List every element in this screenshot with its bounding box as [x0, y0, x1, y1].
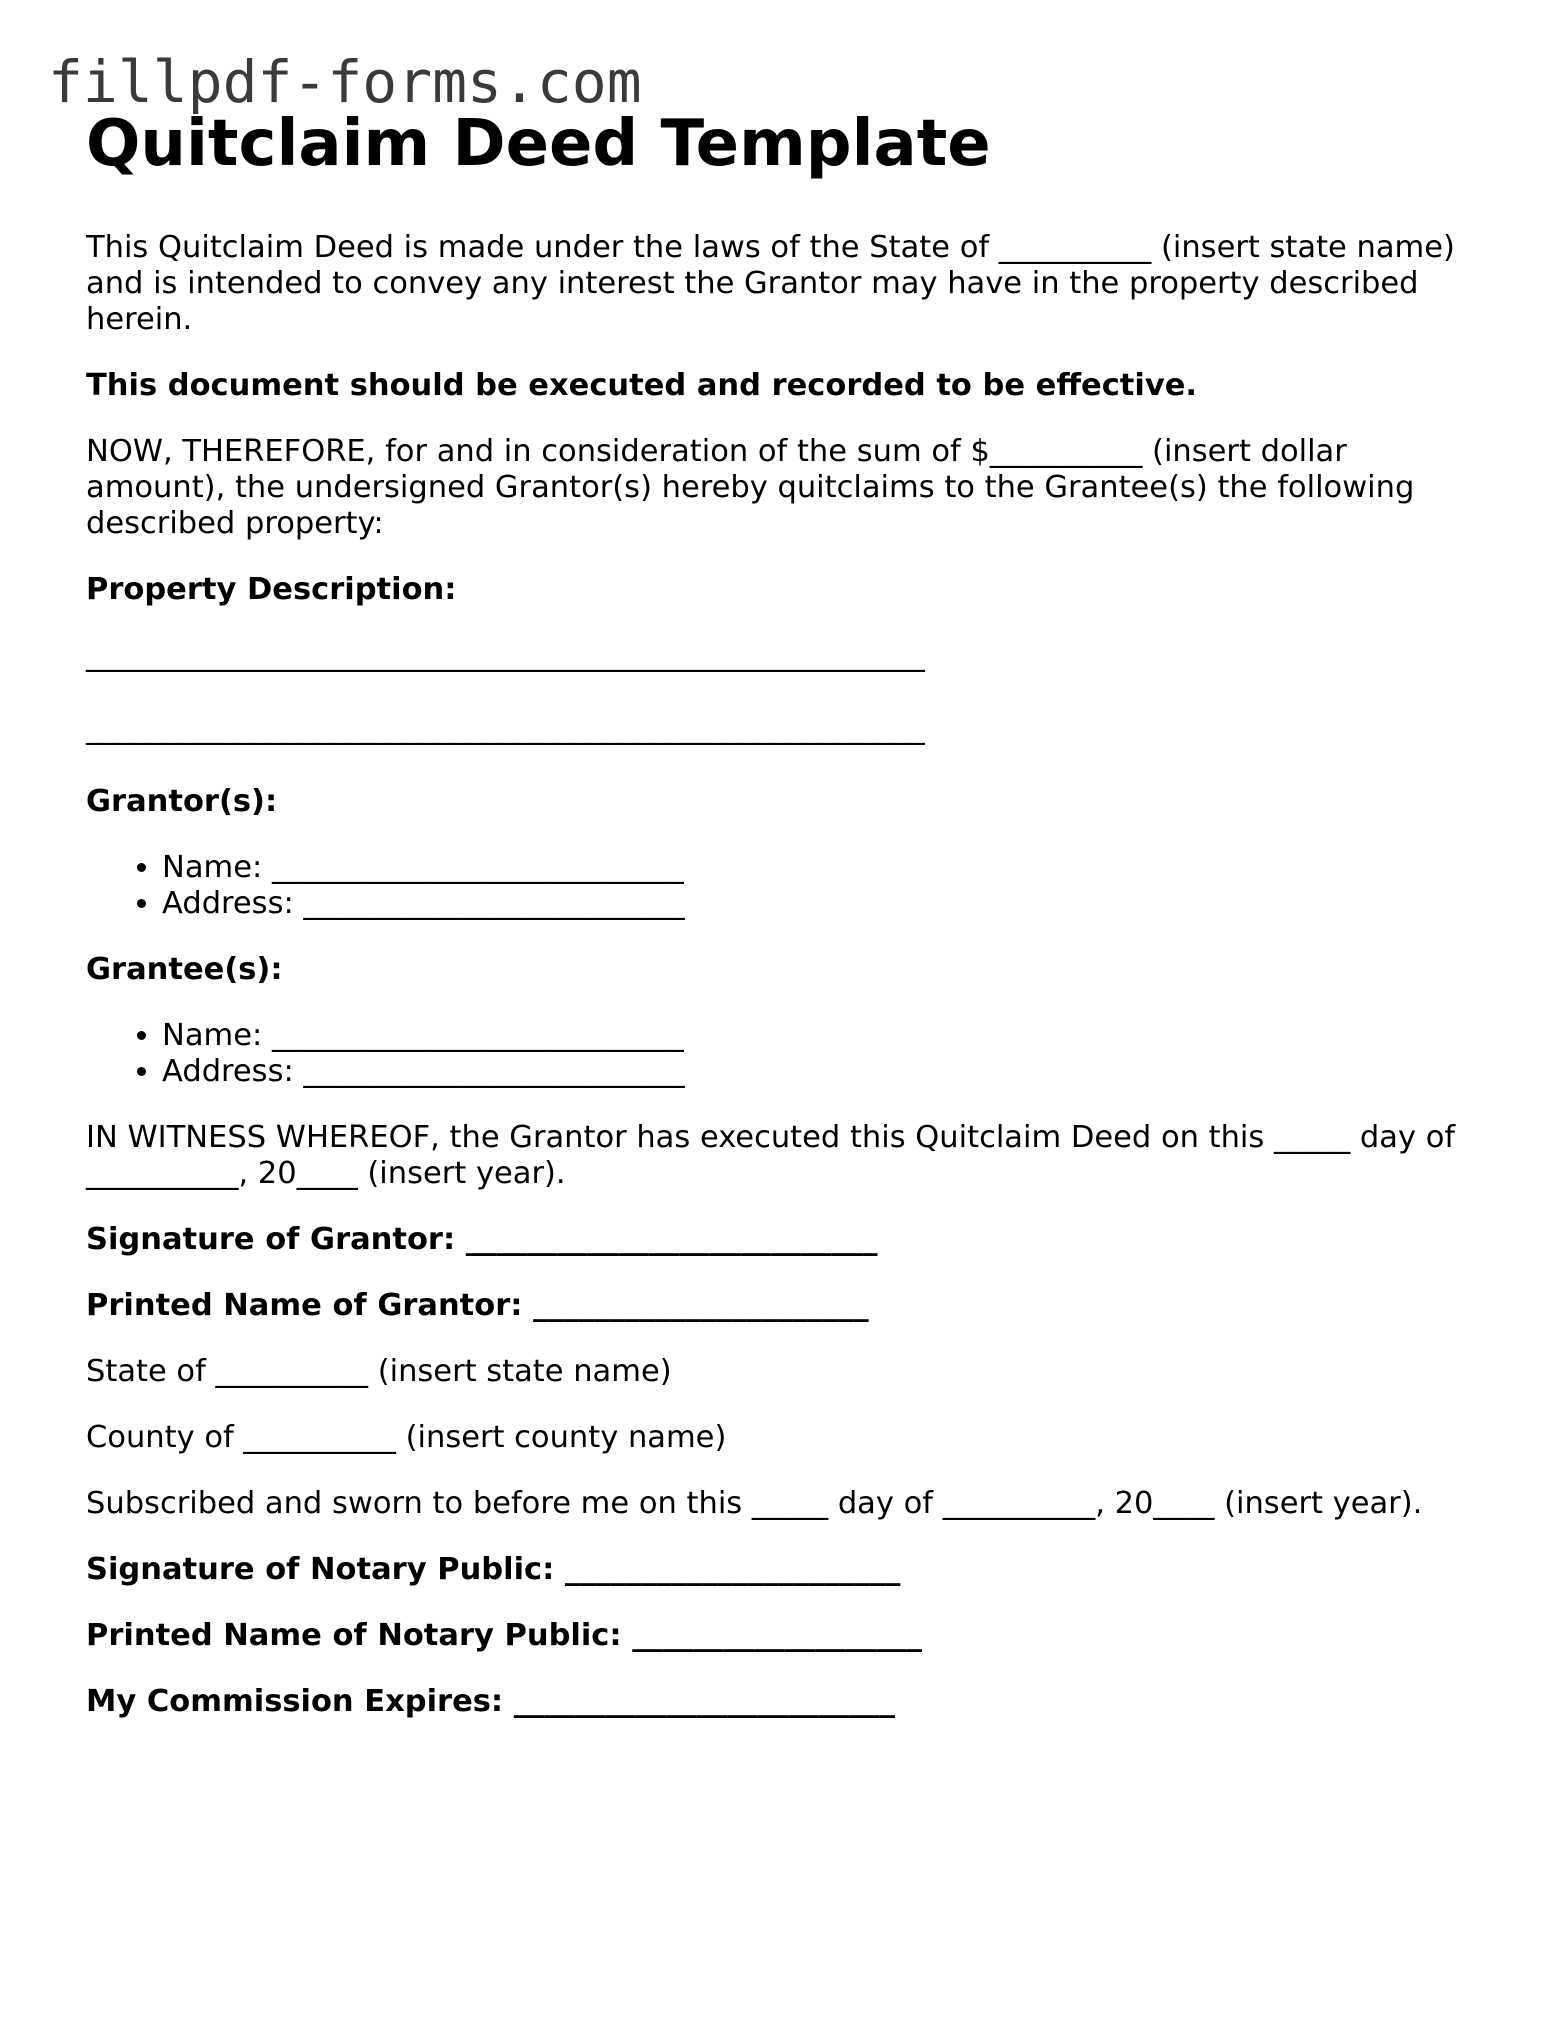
notary-signature-field[interactable]: Signature of Notary Public: ______________________: [86, 1552, 901, 1587]
grantee-name-field[interactable]: • Name: ___________________________: [162, 1018, 1486, 1054]
property-description-line-2[interactable]: _______________________________________________________: [86, 711, 925, 746]
grantor-address-field[interactable]: • Address: _________________________: [162, 886, 1486, 922]
consideration-paragraph: NOW, THEREFORE, for and in consideration of the sum of $__________ (insert dollar amount), the undersigned Grantor(s) hereby quitclaims to the Grantee(s) the following described property:: [86, 434, 1415, 541]
document-body: [86, 100, 1486, 1750]
property-description-line-1[interactable]: _______________________________________________________: [86, 638, 925, 673]
property-description-label: Property Description:: [86, 572, 457, 607]
notary-county-field[interactable]: County of __________ (insert county name): [86, 1420, 727, 1455]
grantee-list: [86, 1018, 1486, 1090]
notary-state-field[interactable]: State of __________ (insert state name): [86, 1354, 672, 1389]
grantor-signature-field[interactable]: Signature of Grantor: ___________________________: [86, 1222, 878, 1257]
notice-paragraph: This document should be executed and recorded to be effective.: [86, 368, 1197, 403]
commission-expires-field[interactable]: My Commission Expires: _________________________: [86, 1684, 895, 1719]
grantor-printed-name-field[interactable]: Printed Name of Grantor: ______________________: [86, 1288, 869, 1323]
page-title: Quitclaim Deed Template: [86, 107, 991, 181]
grantor-name-field[interactable]: • Name: ___________________________: [162, 850, 1486, 886]
property-description-lines: [86, 638, 1486, 747]
intro-paragraph: This Quitclaim Deed is made under the laws of the State of __________ (insert state name) and is intended to convey any interest the Grantor may have in the property described herein.: [86, 230, 1455, 337]
witness-paragraph: IN WITNESS WHEREOF, the Grantor has executed this Quitclaim Deed on this _____ day of __________, 20____ (insert year).: [86, 1120, 1456, 1191]
grantee-address-field[interactable]: • Address: _________________________: [162, 1054, 1486, 1090]
sworn-date-field[interactable]: Subscribed and sworn to before me on this _____ day of __________, 20____ (insert year).: [86, 1486, 1423, 1521]
grantee-heading: Grantee(s):: [86, 952, 283, 987]
grantor-heading: Grantor(s):: [86, 784, 278, 819]
grantor-list: [86, 850, 1486, 922]
watermark: fillpdf-forms.com: [48, 48, 642, 116]
notary-printed-name-field[interactable]: Printed Name of Notary Public: ___________________: [86, 1618, 922, 1653]
